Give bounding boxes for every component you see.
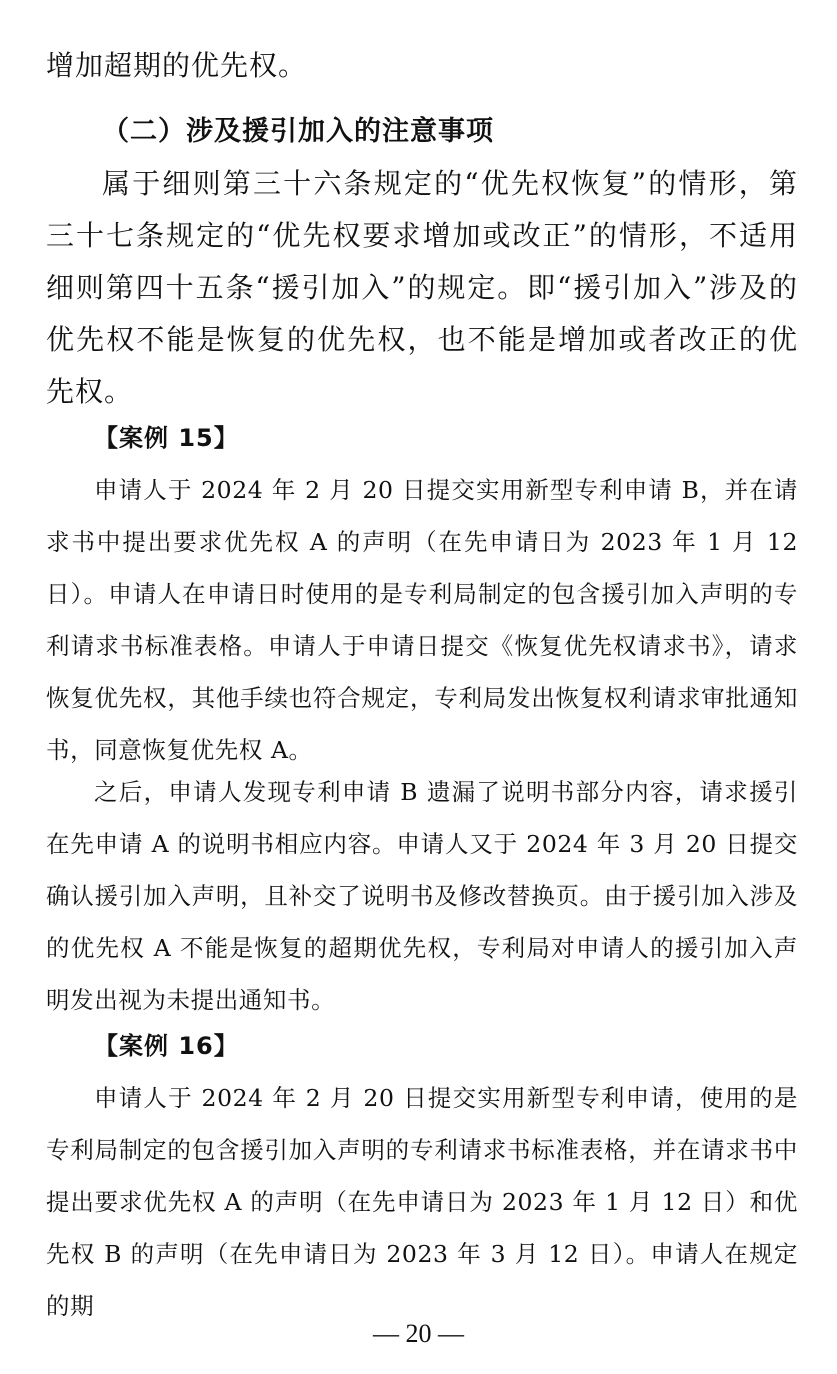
case-16-title: 【案例 16】 bbox=[94, 1032, 239, 1060]
continuation-text: 增加超期的优先权。 bbox=[46, 49, 308, 82]
case-15-paragraph-1: 申请人于 2024 年 2 月 20 日提交实用新型专利申请 B，并在请求书中提出要求优先权 A 的声明（在先申请日为 2023 年 1 月 12 日）。申请人在申请日时使用的是专利局制定的包含援引加入声明的专利请求书标准表格。申请人于申请日提交《恢复优先权请求书》，请求恢复优先权，其他手续也符合规定，专利局发出恢复权利请求审批通知书，同意恢复优先权 A。 bbox=[46, 476, 798, 764]
section-heading: （二）涉及援引加入的注意事项 bbox=[102, 116, 494, 147]
main-paragraph: 属于细则第三十六条规定的“优先权恢复”的情形，第三十七条规定的“优先权要求增加或改正”的情形，不适用细则第四十五条“援引加入”的规定。即“援引加入”涉及的优先权不能是恢复的优先权，也不能是增加或者改正的优先权。 bbox=[46, 167, 798, 408]
page-number: — 20 — bbox=[373, 1319, 464, 1348]
case-15-paragraph-2: 之后，申请人发现专利申请 B 遗漏了说明书部分内容，请求援引在先申请 A 的说明书相应内容。申请人又于 2024 年 3 月 20 日提交确认援引加入声明，且补交了说明书及修改替换页。由于援引加入涉及的优先权 A 不能是恢复的超期优先权，专利局对申请人的援引加入声明发出视为未提出通知书。 bbox=[46, 778, 798, 1014]
case-16-paragraph-1: 申请人于 2024 年 2 月 20 日提交实用新型专利申请，使用的是专利局制定的包含援引加入声明的专利请求书标准表格，并在请求书中提出要求优先权 A 的声明（在先申请日为 2023 年 1 月 12 日）和优先权 B 的声明（在先申请日为 2023 年 3 月 12 日）。申请人在规定的期 bbox=[46, 1084, 798, 1320]
case-15-title: 【案例 15】 bbox=[94, 424, 239, 452]
